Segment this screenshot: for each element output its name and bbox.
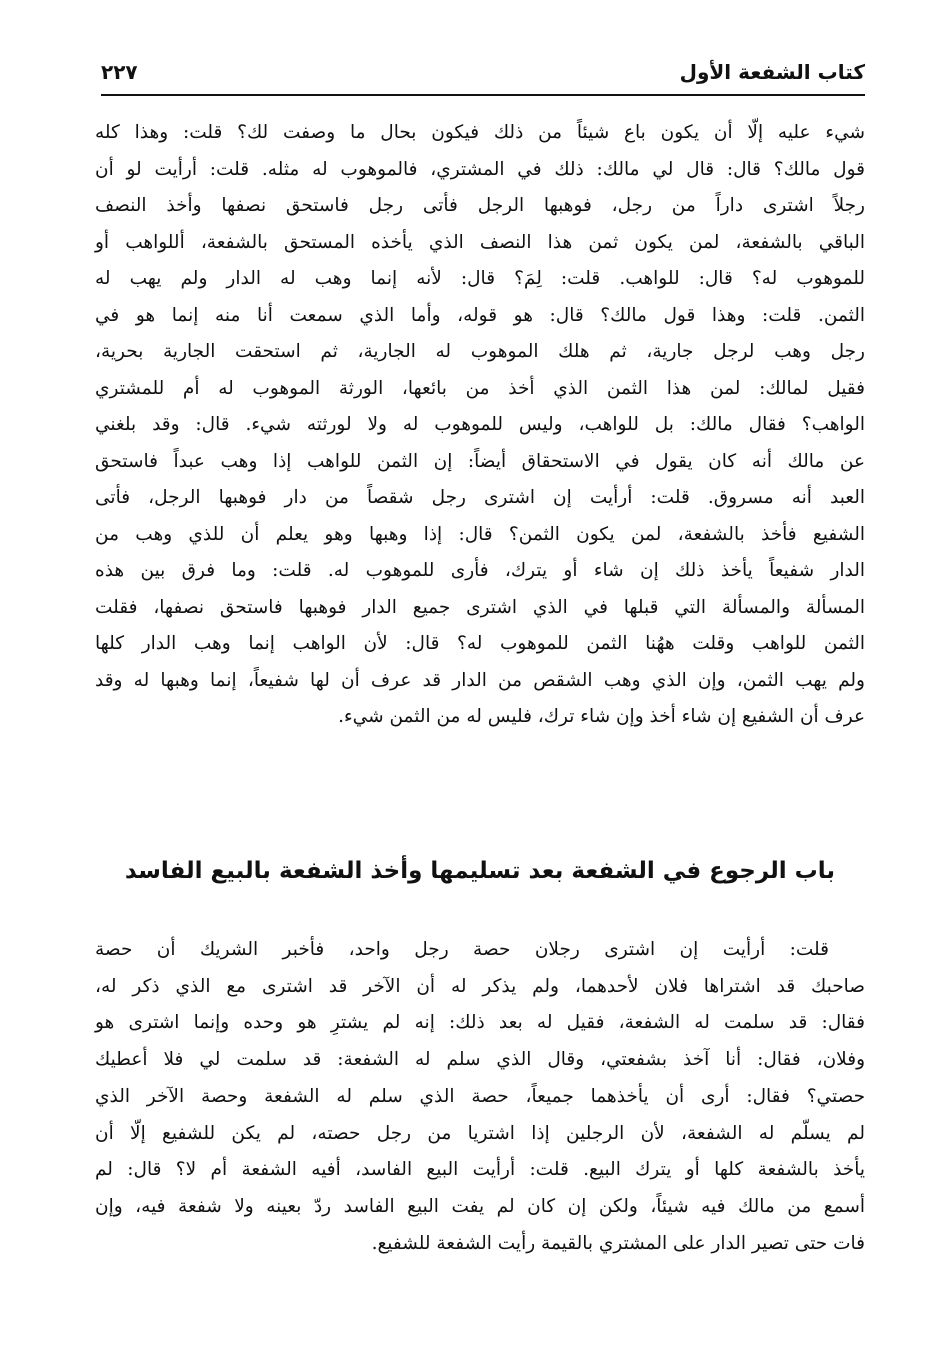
text-line: الثمن. قلت: وهذا قول مالك؟ قال: هو قوله، وأما الذي سمعت أنا منه إنما هو في — [95, 304, 865, 326]
header-rule — [101, 94, 865, 96]
text-line: رجلاً اشترى داراً من رجل، فوهبها الرجل فأتى رجل فاستحق نصفها وأخذ النصف — [95, 195, 865, 216]
section-heading: باب الرجوع في الشفعة بعد تسليمها وأخذ الشفعة بالبيع الفاسد — [124, 858, 836, 884]
text-line: العبد أنه مسروق. قلت: أرأيت إن اشترى رجل شقصاً من دار فوهبها الرجل، فأتى — [95, 487, 865, 508]
text-line: يأخذ بالشفعة كلها أو يترك البيع. قلت: أرأيت البيع الفاسد، أفيه الشفعة أم لا؟ قال: لم — [95, 1159, 865, 1181]
text-line: عن مالك أنه كان يقول في الاستحقاق أيضاً: إن الثمن للواهب إذا وهب عبداً فاستحق — [95, 450, 865, 472]
text-line: المسألة والمسألة التي قبلها في الذي اشترى جميع الدار فوهبها فاستحق نصفها، فقلت — [95, 596, 865, 618]
text-line: فات حتى تصير الدار على المشتري بالقيمة رأيت الشفعة للشفيع. — [371, 1232, 865, 1254]
text-line: وفلان، فقال: أنا آخذ بشفعتي، وقال الذي سلم له الشفعة: قد سلمت لي فلا أعطيك — [95, 1049, 865, 1071]
running-header — [101, 58, 865, 96]
text-line: صاحبك قد اشتراها فلان لأحدهما، ولم يذكر له أن الآخر قد اشترى مع الذي ذكر له، — [95, 975, 865, 997]
text-line: فقيل لمالك: لمن هذا الثمن الذي أخذ من بائعها، الورثة الموهوب له أم للمشتري — [95, 377, 865, 399]
text-line: ولم يهب الثمن، وإن الذي وهب الشقص من الدار قد عرف أن لها شفيعاً، إنما وهبها له وقد — [95, 669, 865, 691]
text-line: الواهب؟ فقال مالك: بل للواهب، وليس للموهوب له ولا لورثته شيء. قال: وقد بلغني — [95, 414, 865, 435]
text-line: أسمع من مالك فيه شيئاً، ولكن إن كان لم يفت البيع الفاسد ردّ بعينه ولا شفعة فيه، وإن — [95, 1195, 865, 1217]
text-line: فقال: قد سلمت له الشفعة، فقيل له بعد ذلك: إنه لم يشترِ هو وحده وإنما اشترى هو — [95, 1012, 865, 1034]
text-line: الشفيع فأخذ بالشفعة، لمن يكون الثمن؟ قال: إذا وهبها وهو يعلم أن للذي وهب من — [95, 523, 865, 545]
page-number: ٢٢٧ — [101, 60, 138, 84]
text-line: الباقي بالشفعة، لمن يكون ثمن هذا النصف الذي يأخذه المستحق بالشفعة، أللواهب أو — [95, 231, 865, 253]
text-line: عرف أن الشفيع إن شاء أخذ وإن شاء ترك، فليس له من الثمن شيء. — [338, 706, 865, 727]
text-line: شيء عليه إلّا أن يكون باع شيئاً من ذلك فيكون بحال ما وصفت لك؟ قلت: وهذا كله — [95, 122, 865, 143]
text-line: الدار شفيعاً يأخذ ذلك إن شاء أو يترك، فأرى للموهوب له. قلت: وما فرق بين هذه — [95, 560, 865, 581]
text-line: قول مالك؟ قال: قال لي مالك: ذلك في المشتري، فالموهوب له مثله. قلت: أرأيت لو أن — [95, 158, 865, 180]
text-line: لم يسلّم له الشفعة، لأن الرجلين إذا اشتريا من رجل حصته، لم يكن للشفيع إلّا أن — [95, 1122, 865, 1144]
text-line: حصتي؟ فقال: أرى أن يأخذهما جميعاً، حصة الذي سلم له الشفعة وحصة الآخر الذي — [95, 1085, 865, 1107]
text-line: رجل وهب لرجل جارية، ثم هلك الموهوب له الجارية، ثم استحقت الجارية بحرية، — [95, 341, 865, 362]
text-line: قلت: أرأيت إن اشترى رجلان حصة رجل واحد، فأخبر الشريك أن حصة — [95, 939, 829, 960]
text-line: للموهوب له؟ قال: للواهب. قلت: لِمَ؟ قال: لأنه إنما وهب له الدار ولم يهب له — [95, 268, 865, 289]
text-line: الثمن للواهب وقلت ههُنا الثمن للموهوب له؟ قال: لأن الواهب إنما وهب الدار كلها — [95, 633, 865, 654]
book-title: كتاب الشفعة الأول — [679, 60, 865, 84]
paragraph-1 — [95, 115, 865, 736]
paragraph-2 — [95, 932, 865, 1262]
